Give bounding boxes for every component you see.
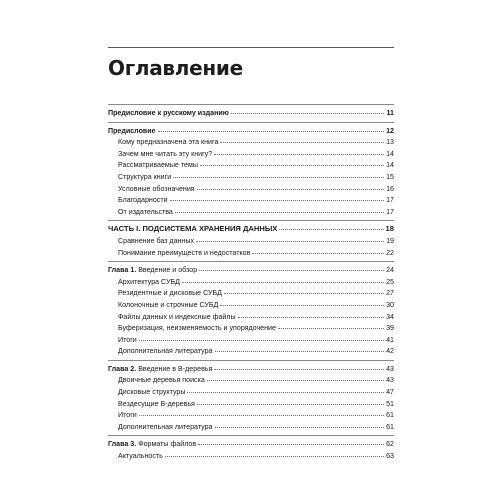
page-number: 47 — [386, 388, 394, 397]
dot-leader — [200, 158, 384, 166]
page-number: 13 — [386, 138, 394, 147]
page-number: 18 — [385, 224, 394, 234]
toc-section — [108, 122, 394, 218]
dot-leader — [187, 385, 384, 393]
toc-entry-title: Предисловие — [108, 126, 156, 135]
table-of-contents — [108, 104, 394, 465]
toc-entry-title: Дисковые структуры — [118, 388, 186, 397]
toc-entry-title: Архитектура СУБД — [118, 277, 180, 286]
toc-entry-title: Вездесущие B-деревья — [118, 399, 195, 408]
dot-leader — [198, 437, 384, 445]
toc-subentry[interactable] — [108, 450, 394, 462]
dot-leader — [197, 182, 384, 190]
page-number: 43 — [386, 364, 394, 373]
page-number: 22 — [386, 248, 394, 257]
toc-entry-title: От издательства — [118, 207, 173, 216]
toc-entry-title: Сравнение баз данных — [118, 236, 194, 245]
page-number: 30 — [386, 300, 394, 309]
chapter-title: Введение в B-деревья — [138, 364, 213, 373]
toc-entry-title: Дополнительная литература — [118, 347, 213, 356]
toc-entry-title: Рассматриваемые темы — [118, 161, 198, 170]
chapter-number: Глава 1. — [108, 266, 137, 275]
chapter-number: Глава 2. — [108, 364, 137, 373]
dot-leader — [175, 205, 384, 213]
page-number: 34 — [386, 312, 394, 321]
chapter-number: Глава 3. — [108, 440, 137, 449]
toc-section — [108, 104, 394, 119]
page-number: 42 — [386, 347, 394, 356]
dot-leader — [278, 321, 384, 329]
dot-leader — [165, 449, 384, 457]
dot-leader — [214, 147, 384, 155]
page-number: 43 — [386, 376, 394, 385]
chapter-title: Введение и обзор — [138, 266, 198, 275]
page-number: 19 — [386, 236, 394, 245]
toc-entry-title: Структура книги — [118, 172, 172, 181]
dot-leader — [199, 263, 384, 271]
dot-leader — [207, 373, 384, 381]
toc-entry-title: Понимание преимуществ и недостатков — [118, 248, 251, 257]
toc-entry-title — [108, 364, 212, 376]
page-number: 17 — [386, 196, 394, 205]
page-number: 16 — [386, 184, 394, 193]
page-number: 39 — [386, 324, 394, 333]
page-number: 15 — [386, 172, 394, 181]
toc-entry-title: Итоги — [118, 335, 137, 344]
toc-entry-title: Буферизация, неизменяемость и упорядочение — [118, 324, 276, 333]
page-number: 41 — [386, 335, 394, 344]
chapter-title: Форматы файлов — [138, 440, 197, 449]
dot-leader — [170, 193, 384, 201]
toc-entry-title: Предисловие к русскому изданию — [108, 109, 229, 117]
page-number: 25 — [386, 277, 394, 286]
dot-leader — [214, 362, 384, 370]
dot-leader — [173, 170, 384, 178]
toc-entry-title: Условные обозначения — [118, 184, 195, 193]
toc-entry[interactable] — [108, 107, 394, 119]
dot-leader — [158, 124, 384, 132]
page-number: 27 — [386, 289, 394, 298]
dot-leader — [215, 420, 384, 428]
page-number: 12 — [386, 126, 394, 135]
toc-entry-title: Файлы данных и индексные файлы — [118, 312, 236, 321]
dot-leader — [279, 222, 383, 230]
page-number: 61 — [386, 411, 394, 420]
dot-leader — [139, 408, 384, 416]
page-number: 63 — [386, 452, 394, 461]
dot-leader — [224, 286, 384, 294]
dot-leader — [238, 310, 384, 318]
page-number: 51 — [386, 399, 394, 408]
page-number: 24 — [386, 266, 394, 275]
dot-leader — [215, 344, 384, 352]
page-number: 61 — [386, 422, 394, 431]
toc-entry-title: Двоичные деревья поиска — [118, 376, 205, 385]
dot-leader — [196, 234, 384, 242]
toc-section — [108, 261, 394, 357]
toc-entry-title: Кому предназначена эта книга — [118, 138, 219, 147]
toc-entry-title: Дополнительная литература — [118, 422, 213, 431]
toc-entry-title: Итоги — [118, 411, 137, 420]
toc-subentry[interactable] — [108, 206, 394, 218]
dot-leader — [220, 135, 384, 143]
toc-entry-title: Благодарности — [118, 196, 168, 205]
toc-subentry[interactable] — [108, 247, 394, 259]
toc-section — [108, 220, 394, 258]
page-number: 17 — [386, 207, 394, 216]
toc-entry-title: Зачем мне читать эту книгу? — [118, 149, 213, 158]
page-number: 62 — [386, 440, 394, 449]
toc-subentry[interactable] — [108, 345, 394, 357]
dot-leader — [231, 106, 384, 114]
toc-entry-title: Колоночные и строчные СУБД — [118, 300, 219, 309]
dot-leader — [182, 275, 384, 283]
dot-leader — [139, 333, 384, 341]
toc-subentry[interactable] — [108, 421, 394, 433]
page-number: 14 — [386, 161, 394, 170]
dot-leader — [220, 298, 384, 306]
page-number: 11 — [386, 109, 394, 117]
header-rule — [108, 47, 394, 48]
toc-section — [108, 360, 394, 433]
dot-leader — [252, 246, 384, 254]
toc-entry-title: ЧАСТЬ I. ПОДСИСТЕМА ХРАНЕНИЯ ДАННЫХ — [108, 224, 278, 234]
page-title: Оглавление — [108, 56, 243, 80]
dot-leader — [197, 397, 384, 405]
page-number: 14 — [386, 149, 394, 158]
toc-section — [108, 435, 394, 461]
toc-entry-title: Резидентные и дисковые СУБД — [118, 289, 222, 298]
toc-entry-title: Актуальность — [118, 452, 163, 461]
